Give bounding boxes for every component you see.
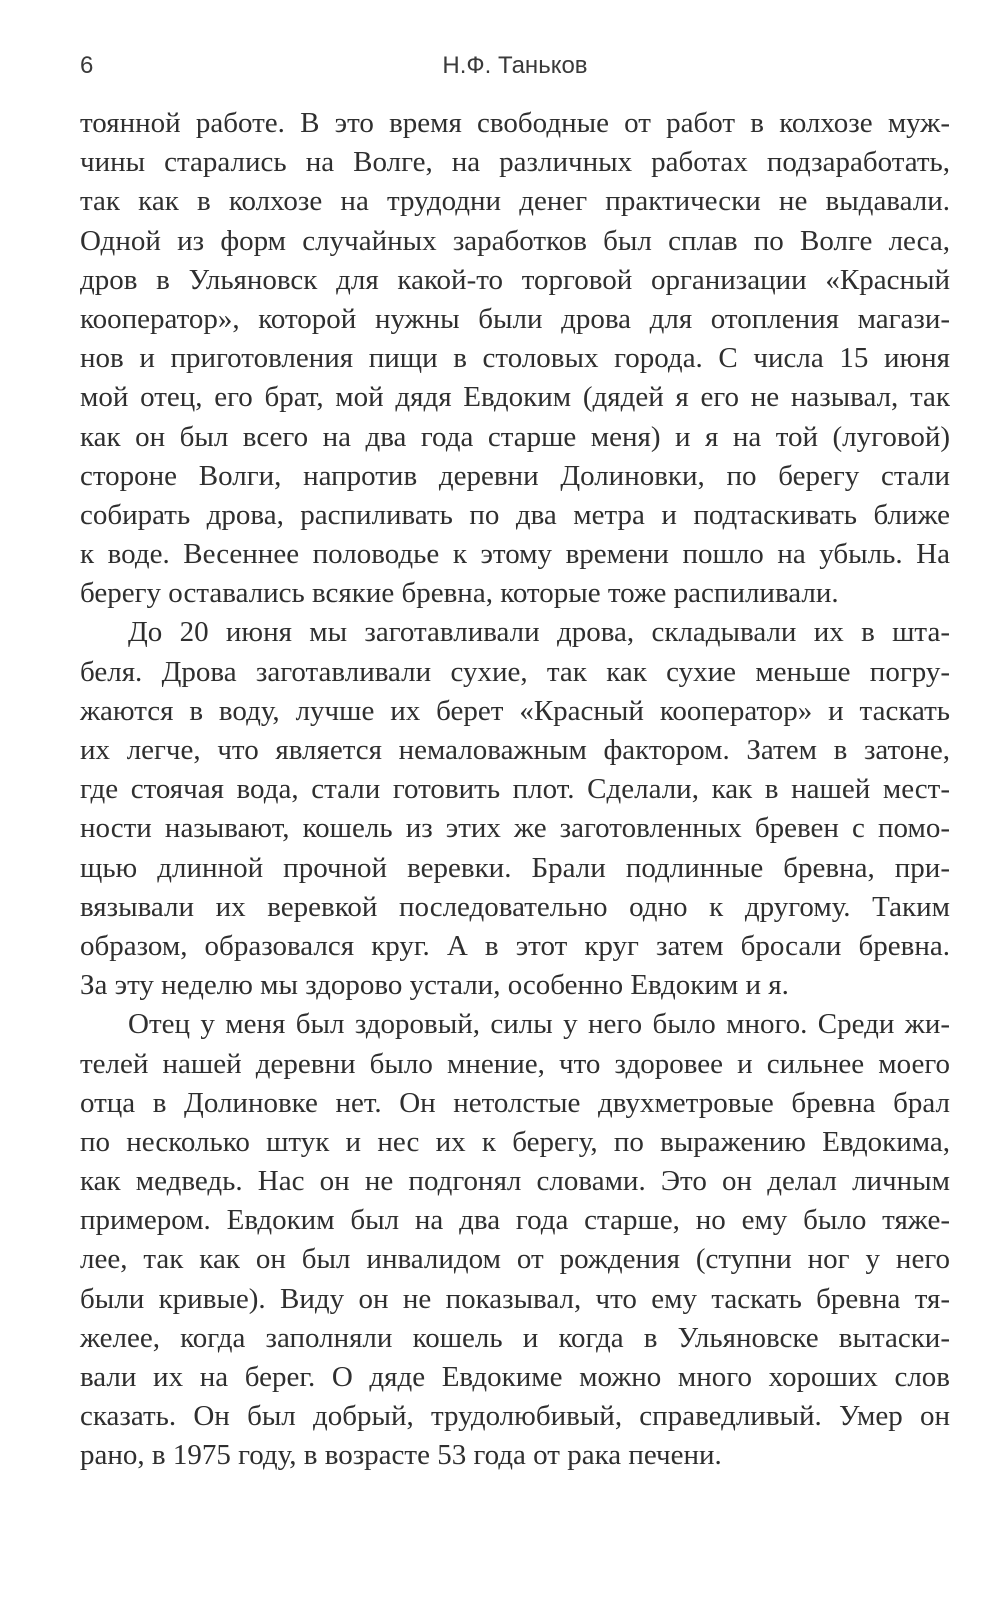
- text-line: как он был всего на два года старше меня) и я на той (луговой): [80, 420, 950, 453]
- text-line: сказать. Он был добрый, трудолюбивый, справедливый. Умер он: [80, 1400, 950, 1433]
- text-line: где стоячая вода, стали готовить плот. Сделали, как в нашей мест-: [80, 773, 950, 806]
- paragraph: [80, 1005, 950, 1475]
- text-line: примером. Евдоким был на два года старше, но ему было тяже-: [80, 1204, 950, 1237]
- text-line: беля. Дрова заготавливали сухие, так как сухие меньше погру-: [80, 655, 950, 688]
- text-line: мой отец, его брат, мой дядя Евдоким (дядей я его не называл, так: [80, 381, 950, 414]
- text-line: Отец у меня был здоровый, силы у него было много. Среди жи-: [128, 1008, 950, 1041]
- text-line: так как в колхозе на трудодни денег практически не выдавали.: [80, 185, 950, 218]
- text-line: берегу оставались всякие бревна, которые тоже распиливали.: [80, 577, 839, 610]
- text-line: жаются в воду, лучше их берет «Красный кооператор» и таскать: [80, 694, 950, 727]
- text-line: чины старались на Волге, на различных работах подзаработать,: [80, 146, 950, 179]
- running-head: [80, 52, 950, 86]
- page-number: 6: [80, 52, 94, 79]
- text-line: нов и приготовления пищи в столовых города. С числа 15 июня: [80, 342, 950, 375]
- text-line: как медведь. Нас он не подгонял словами. Это он делал личным: [80, 1165, 950, 1198]
- text-line: телей нашей деревни было мнение, что здоровее и сильнее моего: [80, 1047, 950, 1080]
- text-line: желее, когда заполняли кошель и когда в Ульяновске вытаски-: [80, 1321, 950, 1354]
- text-line: были кривые). Виду он не показывал, что ему таскать бревна тя-: [80, 1282, 950, 1315]
- text-line: их легче, что является немаловажным фактором. Затем в затоне,: [80, 734, 950, 766]
- text-line: дров в Ульяновск для какой-то торговой организации «Красный: [80, 263, 950, 296]
- text-line: щью длинной прочной веревки. Брали подлинные бревна, при-: [80, 851, 950, 884]
- text-line: по несколько штук и нес их к берегу, по выражению Евдокима,: [80, 1125, 950, 1158]
- text-line: Одной из форм случайных заработков был сплав по Волге леса,: [80, 224, 950, 257]
- text-line: образом, образовался круг. А в этот круг затем бросали бревна.: [80, 929, 950, 962]
- text-line: собирать дрова, распиливать по два метра и подтаскивать ближе: [80, 498, 950, 531]
- text-line: За эту неделю мы здорово устали, особенно Евдоким и я.: [80, 969, 789, 1002]
- text-line: стороне Волги, напротив деревни Долиновки, по берегу стали: [80, 459, 950, 492]
- text-line: к воде. Весеннее половодье к этому времени пошло на убыль. На: [80, 538, 950, 571]
- text-line: рано, в 1975 году, в возрасте 53 года от рака печени.: [80, 1439, 722, 1472]
- text-line: лее, так как он был инвалидом от рождения (ступни ног у него: [80, 1243, 950, 1276]
- text-line: отца в Долиновке нет. Он нетолстые двухметровые бревна брал: [80, 1086, 950, 1119]
- paragraph: [80, 613, 950, 1005]
- body-text: [80, 104, 950, 1476]
- paragraph: [80, 104, 950, 613]
- text-line: кооператор», которой нужны были дрова для отопления магази-: [80, 302, 950, 335]
- text-line: вязывали их веревкой последовательно одно к другому. Таким: [80, 890, 950, 923]
- text-line: ности называют, кошель из этих же заготовленных бревен с помо-: [80, 812, 950, 845]
- text-line: вали их на берег. О дяде Евдокиме можно много хороших слов: [80, 1361, 950, 1393]
- author-name: Н.Ф. Таньков: [442, 52, 588, 79]
- text-line: До 20 июня мы заготавливали дрова, складывали их в шта-: [128, 616, 950, 649]
- text-line: тоянной работе. В это время свободные от работ в колхозе муж-: [80, 107, 950, 139]
